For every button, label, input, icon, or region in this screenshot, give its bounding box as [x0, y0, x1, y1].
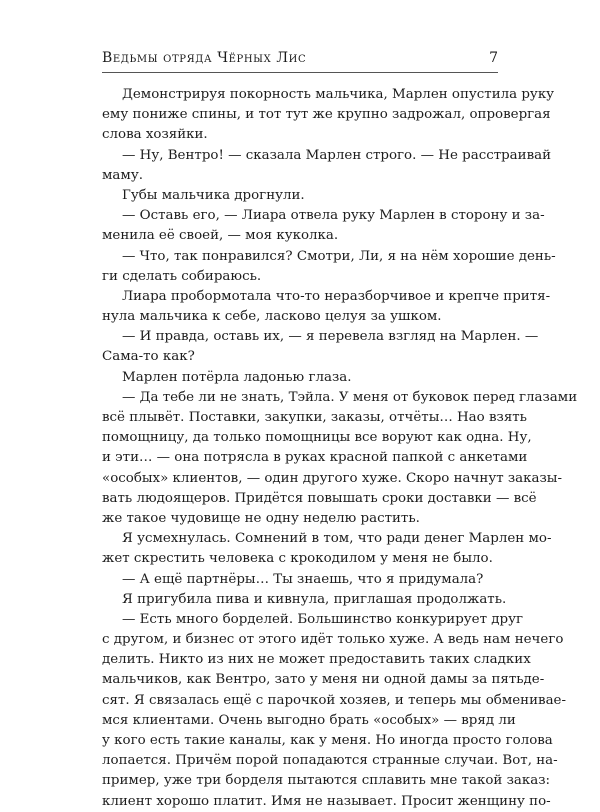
- text-line: помощницу, да только помощницы все воруют как одна. Ну,: [102, 430, 532, 446]
- text-line: нула мальчика к себе, ласково целуя за ушком.: [102, 309, 442, 325]
- text-line: — И правда, оставь их, — я перевела взгляд на Марлен. —: [122, 329, 539, 345]
- text-line: делить. Никто из них не может предоставить таких сладких: [102, 652, 531, 668]
- text-line: — Да тебе ли не знать, Тэйла. У меня от буковок перед глазами: [122, 389, 578, 405]
- text-line: клиент хорошо платит. Имя не называет. Просит женщину по-: [102, 793, 551, 809]
- text-line: Я усмехнулась. Сомнений в том, что ради денег Марлен мо-: [122, 531, 552, 547]
- text-line: — Есть много борделей. Большинство конкурирует друг: [122, 611, 523, 627]
- text-line: же такое чудовище не одну неделю растить.: [102, 510, 420, 526]
- text-line: у кого есть такие каналы, как у меня. Но иногда просто голова: [102, 733, 553, 748]
- text-line: всё плывёт. Поставки, закупки, заказы, отчёты… Нао взять: [102, 410, 527, 425]
- text-line: — А ещё партнёры… Ты знаешь, что я придумала?: [122, 571, 484, 587]
- text-line: маму.: [102, 167, 143, 183]
- header-rule: [102, 72, 498, 73]
- book-title: Ведьмы отряда Чёрных Лис: [102, 50, 307, 66]
- text-line: пример, уже три борделя пытаются сплавить мне такой заказ:: [102, 773, 551, 789]
- body-text: [102, 85, 578, 812]
- text-line: «особых» клиентов, — один другого хуже. Скоро начнут заказы-: [102, 470, 562, 486]
- text-line: Сама-то как?: [102, 349, 195, 365]
- page-number: 7: [489, 50, 498, 66]
- text-line: вать людоящеров. Придётся повышать сроки доставки — всё: [102, 490, 537, 506]
- text-line: мальчиков, как Вентро, зато у меня ни одной дамы за пятьде-: [102, 672, 545, 688]
- text-line: — Что, так понравился? Смотри, Ли, я на нём хорошие день-: [122, 248, 556, 264]
- text-line: слова хозяйки.: [102, 127, 208, 143]
- text-line: жет скрестить человека с крокодилом у меня не было.: [102, 551, 493, 567]
- text-line: Демонстрируя покорность мальчика, Марлен опустила руку: [122, 87, 555, 102]
- text-line: Лиара пробормотала что-то неразборчивое и крепче притя-: [122, 288, 551, 304]
- text-line: мся клиентами. Очень выгодно брать «особых» — вряд ли: [102, 712, 516, 728]
- text-line: Губы мальчика дрогнули.: [122, 187, 305, 203]
- text-line: — Оставь его, — Лиара отвела руку Марлен в сторону и за-: [122, 208, 545, 224]
- text-line: лопается. Причём порой попадаются странные случаи. Вот, на-: [102, 753, 558, 769]
- text-line: Марлен потёрла ладонью глаза.: [122, 369, 352, 385]
- text-line: Я пригубила пива и кивнула, приглашая продолжать.: [122, 591, 507, 607]
- text-line: ги сделать собираюсь.: [102, 268, 262, 284]
- text-line: с другом, и бизнес от этого идёт только хуже. А ведь нам нечего: [102, 632, 564, 648]
- text-line: ему пониже спины, и тот тут же крупно задрожал, опровергая: [102, 107, 551, 123]
- text-line: сят. Я связалась ещё с парочкой хозяев, и теперь мы обменивае-: [102, 692, 567, 708]
- running-head: [102, 50, 498, 70]
- text-line: — Ну, Вентро! — сказала Марлен строго. — Не расстраивай: [122, 147, 552, 163]
- text-line: и эти… — она потрясла в руках красной папкой с анкетами: [102, 450, 528, 466]
- text-line: менила её своей, — моя куколка.: [102, 228, 339, 244]
